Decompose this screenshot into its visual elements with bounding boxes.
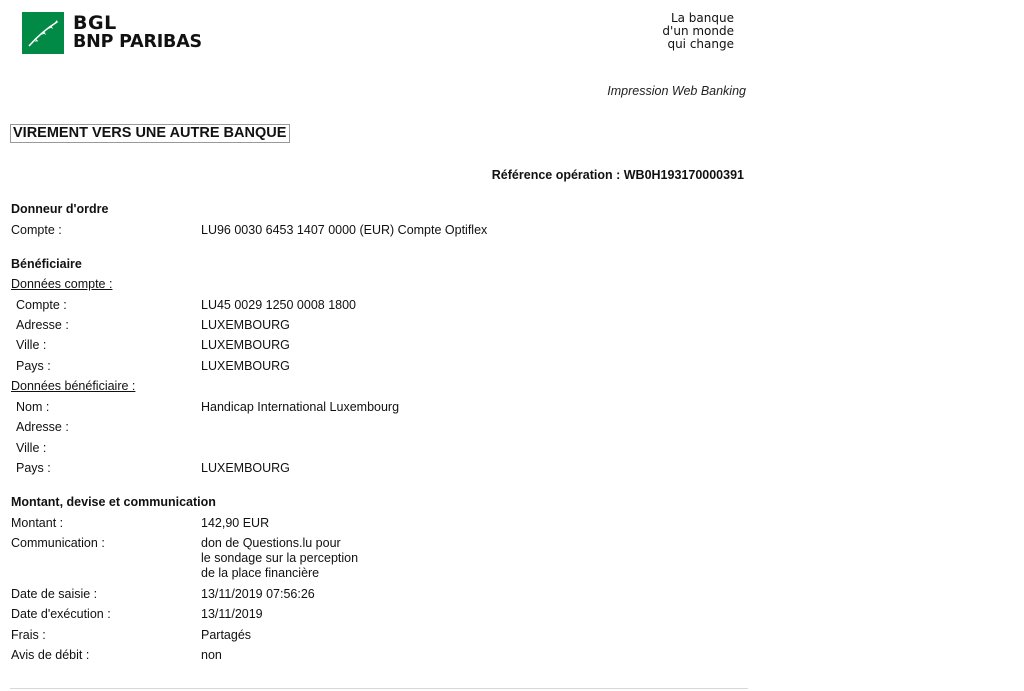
tagline-line: qui change [667, 37, 734, 51]
tagline-line: La banque [670, 11, 734, 25]
ordering-account-label: Compte : [11, 223, 62, 237]
account-address-value: LUXEMBOURG [201, 318, 290, 332]
bottom-divider [10, 688, 748, 689]
beneficiary-name-value: Handicap International Luxembourg [201, 400, 400, 414]
beneficiary-data-subheading: Données bénéficiaire : [11, 379, 136, 393]
debit-notice-label: Avis de débit : [11, 648, 90, 662]
beneficiary-city-label: Ville : [16, 441, 47, 455]
bnp-stars-logo-icon [22, 12, 64, 54]
ordering-party-heading: Donneur d'ordre [11, 202, 109, 216]
debit-notice-value: non [201, 648, 222, 662]
brand-name-line1: BGL [73, 12, 117, 34]
amount-label: Montant : [11, 516, 64, 530]
fees-value: Partagés [201, 628, 252, 642]
communication-line: le sondage sur la perception [201, 551, 359, 565]
account-country-value: LUXEMBOURG [201, 359, 290, 373]
communication-label: Communication : [11, 536, 105, 550]
execution-date-label: Date d'exécution : [11, 607, 111, 621]
entry-date-label: Date de saisie : [11, 587, 98, 601]
amount-heading: Montant, devise et communication [11, 495, 216, 509]
bank-logo [22, 12, 202, 54]
account-city-label: Ville : [16, 338, 47, 352]
beneficiary-account-label: Compte : [16, 298, 67, 312]
beneficiary-name-label: Nom : [16, 400, 50, 414]
communication-line: de la place financière [201, 566, 320, 580]
beneficiary-heading: Bénéficiaire [11, 257, 82, 271]
print-label: Impression Web Banking [607, 84, 746, 98]
beneficiary-country-value: LUXEMBOURG [201, 461, 290, 475]
account-address-label: Adresse : [16, 318, 69, 332]
brand-name-line2: BNP PARIBAS [73, 32, 202, 52]
tagline-line: d'un monde [662, 24, 734, 38]
account-country-label: Pays : [16, 359, 51, 373]
execution-date-value: 13/11/2019 [201, 607, 263, 621]
account-data-subheading: Données compte : [11, 277, 113, 291]
tagline [662, 12, 734, 51]
operation-reference: Référence opération : WB0H193170000391 [491, 168, 744, 182]
communication-line: don de Questions.lu pour [201, 536, 341, 550]
page-title: VIREMENT VERS UNE AUTRE BANQUE [10, 124, 290, 143]
fees-label: Frais : [11, 628, 46, 642]
ordering-account-value: LU96 0030 6453 1407 0000 (EUR) Compte Optiflex [201, 223, 488, 237]
beneficiary-account-value: LU45 0029 1250 0008 1800 [201, 298, 357, 312]
beneficiary-address-label: Adresse : [16, 420, 69, 434]
communication-value [201, 536, 358, 581]
entry-date-value: 13/11/2019 07:56:26 [201, 587, 315, 601]
amount-value: 142,90 EUR [201, 516, 270, 530]
beneficiary-country-label: Pays : [16, 461, 51, 475]
account-city-value: LUXEMBOURG [201, 338, 290, 352]
